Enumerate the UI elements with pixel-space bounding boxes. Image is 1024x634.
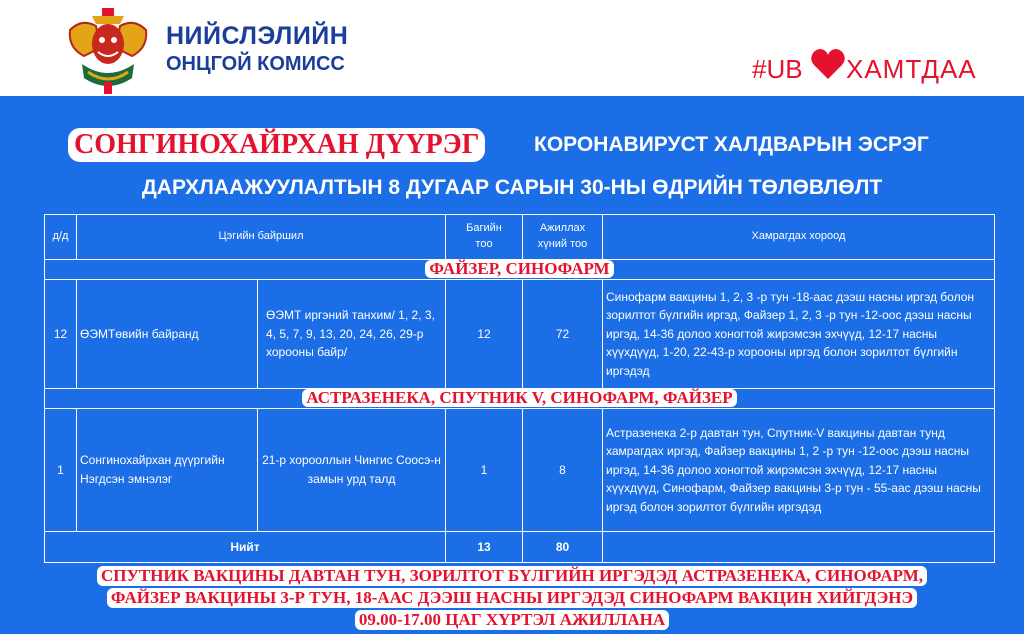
section-row <box>45 389 995 409</box>
footer-line3: 09.00-17.00 ЦАГ ХҮРТЭЛ АЖИЛЛАНА <box>0 610 1024 630</box>
title-line2: ДАРХЛААЖУУЛАЛТЫН 8 ДУГААР САРЫН 30-НЫ ӨДРИЙН ТӨЛӨВЛӨЛТ <box>141 176 883 199</box>
row-site: Сонгинохайрхан дүүргийн Нэгдсэн эмнэлэг <box>77 409 258 532</box>
row-coverage: Синофарм вакцины 1, 2, 3 -р тун -18-аас дээш насны иргэд болон зорилтот бүлгийн иргэд, Файзер 1, 2, 3 -р тун -12-оос дээш насны иргэд, 14-36 долоо хоногтой жирэмсэн эхчүүд, 12-17 насны хүүхдүүд, 1-20, 22-43-р хорооны иргэд болон зорилтот бүлгийн иргэдэд <box>603 280 995 389</box>
total-row <box>45 532 995 563</box>
heart-icon <box>810 46 846 82</box>
title-line1: КОРОНАВИРУСТ ХАЛДВАРЫН ЭСРЭГ <box>534 133 929 156</box>
district-title: СОНГИНОХАЙРХАН ДҮҮРЭГ <box>68 128 485 162</box>
footer-line1: СПУТНИК ВАКЦИНЫ ДАВТАН ТУН, ЗОРИЛТОТ БҮЛГИЙН ИРГЭДЭД АСТРАЗЕНЕКА, СИНОФАРМ, <box>0 566 1024 586</box>
header-num: д/д <box>45 215 77 260</box>
header-bar <box>0 0 1024 100</box>
row-site: ӨЭМТөвийн байранд <box>77 280 258 389</box>
section-label: ФАЙЗЕР, СИНОФАРМ <box>425 260 613 278</box>
table-row <box>45 280 995 389</box>
table-row <box>45 409 995 532</box>
header-teams: Багийн тоо <box>446 215 523 260</box>
section-label: АСТРАЗЕНЕКА, СПУТНИК V, СИНОФАРМ, ФАЙЗЕР <box>302 389 736 407</box>
total-staff: 80 <box>523 532 603 563</box>
total-label: Нийт <box>45 532 446 563</box>
hashtag-suffix: ХАМТДАА <box>846 54 977 84</box>
hashtag-prefix: #UB <box>752 54 803 84</box>
footer-line2: ФАЙЗЕР ВАКЦИНЫ 3-Р ТУН, 18-ААС ДЭЭШ НАСНЫ ИРГЭДЭД СИНОФАРМ ВАКЦИН ХИЙГДЭНЭ <box>0 588 1024 608</box>
header-location: Цэгийн байршил <box>77 215 446 260</box>
row-staff: 72 <box>523 280 603 389</box>
row-teams: 1 <box>446 409 523 532</box>
vaccination-plan-table <box>44 214 995 563</box>
total-coverage <box>603 532 995 563</box>
row-location: ӨЭМТ иргэний танхим/ 1, 2, 3, 4, 5, 7, 9, 13, 20, 24, 26, 29-р хорооны байр/ <box>258 280 446 389</box>
header-coverage: Хамрагдах хороод <box>603 215 995 260</box>
row-location: 21-р хорооллын Чингис Соосэ-н замын урд талд <box>258 409 446 532</box>
header-staff: Ажиллах хүний тоо <box>523 215 603 260</box>
table-header-row <box>45 215 995 260</box>
org-name-line1: НИЙСЛЭЛИЙН <box>166 22 349 50</box>
row-num: 12 <box>45 280 77 389</box>
org-name-line2: ОНЦГОЙ КОМИСС <box>166 53 345 75</box>
city-emblem-icon <box>62 8 154 96</box>
row-num: 1 <box>45 409 77 532</box>
total-teams: 13 <box>446 532 523 563</box>
row-teams: 12 <box>446 280 523 389</box>
section-row <box>45 260 995 280</box>
row-coverage: Астразенека 2-р давтан тун, Спутник-V вакцины давтан тунд хамрагдах иргэд, Файзер вакцины 1, 2 -р тун -12-оос дээш насны иргэд, 14-36 долоо хоногтой жирэмсэн эхчүүд, 12-17 насны хүүхдүүд, Синофарм, Файзер вакцины 3-р тун - 55-аас дээш насны иргэд болон зорилтот бүлгийн иргэдэд <box>603 409 995 532</box>
row-staff: 8 <box>523 409 603 532</box>
